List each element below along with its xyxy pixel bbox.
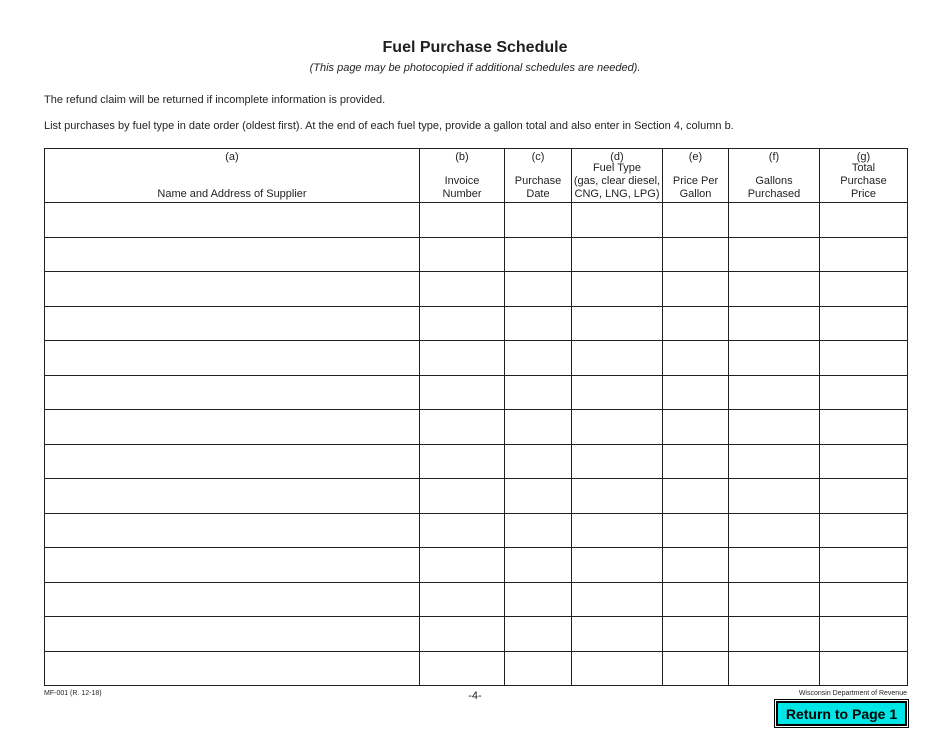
cell-price-per-gallon[interactable] [663,582,729,617]
cell-total-purchase-price[interactable] [820,237,908,272]
cell-total-purchase-price[interactable] [820,203,908,238]
cell-fuel-type[interactable] [572,410,663,445]
cell-total-purchase-price[interactable] [820,410,908,445]
cell-purchase-date[interactable] [505,341,572,376]
cell-supplier[interactable] [45,617,420,652]
column-label: Gallons Purchased [747,175,801,200]
column-letter: (f) [768,151,780,163]
column-letter: (d) [610,151,624,163]
table-row [45,410,908,445]
column-letter: (g) [856,151,871,163]
cell-purchase-date[interactable] [505,582,572,617]
cell-price-per-gallon[interactable] [663,203,729,238]
cell-gallons-purchased[interactable] [729,306,820,341]
cell-price-per-gallon[interactable] [663,617,729,652]
cell-supplier[interactable] [45,410,420,445]
cell-total-purchase-price[interactable] [820,582,908,617]
cell-fuel-type[interactable] [572,479,663,514]
column-header-total-purchase-price [820,149,908,203]
cell-purchase-date[interactable] [505,272,572,307]
cell-total-purchase-price[interactable] [820,617,908,652]
incomplete-info-note: The refund claim will be returned if incomplete information is provided. [44,94,386,106]
cell-purchase-date[interactable] [505,375,572,410]
cell-invoice-number[interactable] [420,548,505,583]
cell-supplier[interactable] [45,444,420,479]
cell-invoice-number[interactable] [420,341,505,376]
cell-purchase-date[interactable] [505,513,572,548]
cell-gallons-purchased[interactable] [729,341,820,376]
cell-fuel-type[interactable] [572,375,663,410]
column-header-gallons-purchased [729,149,820,203]
cell-total-purchase-price[interactable] [820,306,908,341]
cell-gallons-purchased[interactable] [729,203,820,238]
cell-gallons-purchased[interactable] [729,479,820,514]
cell-gallons-purchased[interactable] [729,617,820,652]
cell-invoice-number[interactable] [420,617,505,652]
cell-supplier[interactable] [45,513,420,548]
column-letter: (e) [688,151,703,163]
cell-fuel-type[interactable] [572,617,663,652]
cell-fuel-type[interactable] [572,513,663,548]
cell-total-purchase-price[interactable] [820,444,908,479]
cell-purchase-date[interactable] [505,306,572,341]
cell-fuel-type[interactable] [572,203,663,238]
cell-fuel-type[interactable] [572,582,663,617]
column-label: Name and Address of Supplier [157,188,307,200]
cell-invoice-number[interactable] [420,582,505,617]
table-row [45,617,908,652]
page-subtitle: (This page may be photocopied if additional schedules are needed). [309,62,641,74]
cell-purchase-date[interactable] [505,479,572,514]
cell-gallons-purchased[interactable] [729,444,820,479]
cell-purchase-date[interactable] [505,548,572,583]
cell-supplier[interactable] [45,375,420,410]
table-row [45,479,908,514]
table-row [45,651,908,686]
cell-gallons-purchased[interactable] [729,272,820,307]
column-label: Invoice Number [442,175,482,200]
cell-fuel-type[interactable] [572,548,663,583]
cell-price-per-gallon[interactable] [663,410,729,445]
cell-total-purchase-price[interactable] [820,341,908,376]
cell-gallons-purchased[interactable] [729,513,820,548]
cell-price-per-gallon[interactable] [663,513,729,548]
cell-gallons-purchased[interactable] [729,582,820,617]
cell-supplier[interactable] [45,237,420,272]
agency-name: Wisconsin Department of Revenue [798,690,907,697]
cell-gallons-purchased[interactable] [729,375,820,410]
cell-gallons-purchased[interactable] [729,410,820,445]
cell-purchase-date[interactable] [505,410,572,445]
table-row [45,341,908,376]
fuel-purchase-table [44,148,908,686]
cell-total-purchase-price[interactable] [820,272,908,307]
table-row [45,375,908,410]
table-row [45,306,908,341]
cell-supplier[interactable] [45,272,420,307]
cell-price-per-gallon[interactable] [663,444,729,479]
column-letter: (b) [455,151,469,163]
table-row [45,513,908,548]
column-label: Total Purchase Price [840,162,887,200]
cell-price-per-gallon[interactable] [663,651,729,686]
cell-invoice-number[interactable] [420,479,505,514]
column-header-fuel-type [572,149,663,203]
table-row [45,272,908,307]
cell-invoice-number[interactable] [420,203,505,238]
cell-purchase-date[interactable] [505,203,572,238]
cell-invoice-number[interactable] [420,410,505,445]
cell-supplier[interactable] [45,306,420,341]
cell-purchase-date[interactable] [505,444,572,479]
cell-purchase-date[interactable] [505,617,572,652]
cell-supplier[interactable] [45,651,420,686]
cell-price-per-gallon[interactable] [663,306,729,341]
cell-supplier[interactable] [45,341,420,376]
cell-invoice-number[interactable] [420,444,505,479]
table-row [45,548,908,583]
page-number: -4- [468,690,482,702]
cell-price-per-gallon[interactable] [663,341,729,376]
column-header-purchase-date [505,149,572,203]
cell-fuel-type[interactable] [572,272,663,307]
cell-price-per-gallon[interactable] [663,375,729,410]
cell-total-purchase-price[interactable] [820,375,908,410]
cell-fuel-type[interactable] [572,306,663,341]
column-label: Price Per Gallon [672,175,719,200]
cell-total-purchase-price[interactable] [820,513,908,548]
cell-fuel-type[interactable] [572,341,663,376]
cell-purchase-date[interactable] [505,651,572,686]
cell-fuel-type[interactable] [572,237,663,272]
column-header-invoice-number [420,149,505,203]
cell-price-per-gallon[interactable] [663,479,729,514]
table-row [45,444,908,479]
table-row [45,582,908,617]
form-id: MF-001 (R. 12-18) [44,690,102,697]
cell-gallons-purchased[interactable] [729,237,820,272]
cell-fuel-type[interactable] [572,444,663,479]
cell-gallons-purchased[interactable] [729,651,820,686]
cell-total-purchase-price[interactable] [820,479,908,514]
column-label: Purchase Date [514,175,562,200]
column-header-supplier [45,149,420,203]
cell-purchase-date[interactable] [505,237,572,272]
column-letter: (c) [531,151,545,163]
column-header-price-per-gallon [663,149,729,203]
cell-supplier[interactable] [45,548,420,583]
cell-invoice-number[interactable] [420,272,505,307]
list-purchases-instruction: List purchases by fuel type in date order (oldest first). At the end of each fuel type, provide a gallon total and also enter in Section 4, column b. [44,120,734,132]
cell-invoice-number[interactable] [420,237,505,272]
cell-price-per-gallon[interactable] [663,237,729,272]
table-row [45,203,908,238]
cell-invoice-number[interactable] [420,513,505,548]
page-title: Fuel Purchase Schedule [382,39,568,56]
cell-price-per-gallon[interactable] [663,548,729,583]
cell-fuel-type[interactable] [572,651,663,686]
table-header-row [45,149,908,203]
cell-total-purchase-price[interactable] [820,548,908,583]
cell-supplier[interactable] [45,479,420,514]
cell-price-per-gallon[interactable] [663,272,729,307]
cell-invoice-number[interactable] [420,651,505,686]
return-to-page-1-button[interactable]: Return to Page 1 [776,701,907,726]
table-row [45,237,908,272]
cell-invoice-number[interactable] [420,375,505,410]
column-letter: (a) [225,151,239,163]
cell-supplier[interactable] [45,582,420,617]
table-body [45,203,908,686]
cell-total-purchase-price[interactable] [820,651,908,686]
column-label: Fuel Type (gas, clear diesel, CNG, LNG, LPG) [573,162,661,200]
cell-gallons-purchased[interactable] [729,548,820,583]
cell-supplier[interactable] [45,203,420,238]
cell-invoice-number[interactable] [420,306,505,341]
